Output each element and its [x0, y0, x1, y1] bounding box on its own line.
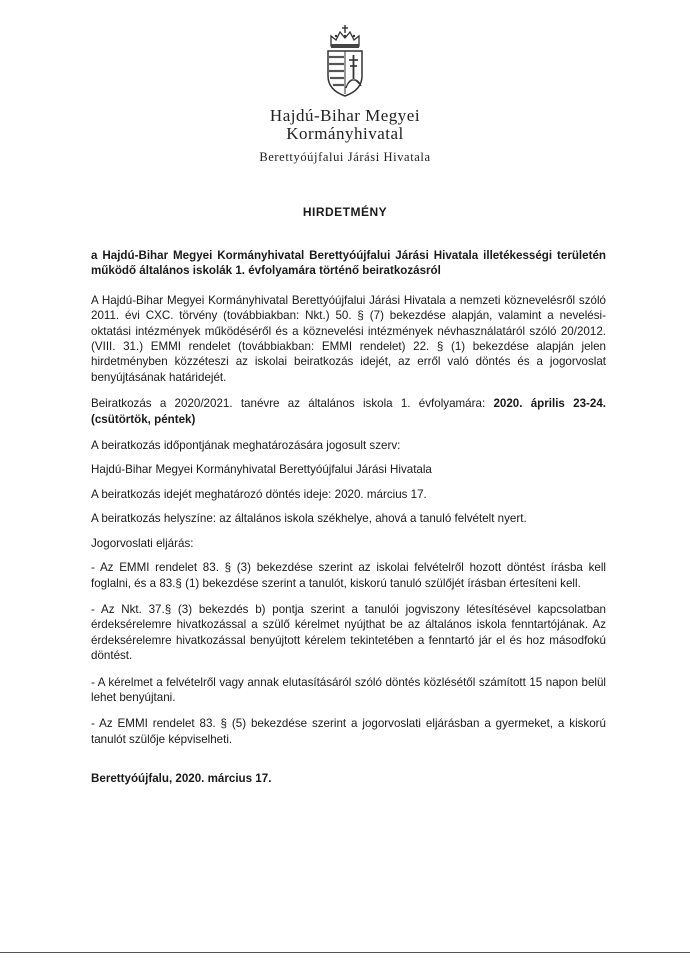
- notice-body: [91, 248, 606, 798]
- office-subtitle: Berettyóújfalui Járási Hivatala: [259, 150, 431, 164]
- remedy-heading: Jogorvoslati eljárás:: [91, 536, 194, 550]
- remedy-item: - A kérelmet a felvételről vagy annak elutasításáról szóló döntés közlésétől számított 15 napon belül lehet benyújtani.: [91, 675, 606, 704]
- office-name-line2: Kormányhivatal: [286, 124, 404, 143]
- decision-date: A beiratkozás idejét meghatározó döntés ideje: 2020. március 17.: [91, 487, 427, 501]
- notice-subject: a Hajdú-Bihar Megyei Kormányhivatal Berettyóújfalui Járási Hivatala illetékességi területén működő általános iskolák 1. évfolyamára történő beiratkozásról: [91, 249, 606, 278]
- enrolment-dates: 2020. április 23-24. (csütörtök, péntek): [91, 397, 607, 426]
- enrolment-dates-paragraph: [91, 396, 606, 427]
- remedy-item: - Az Nkt. 37.§ (3) bekezdés b) pontja szerint a tanulói jogviszony létesítésével kapcsolatban érdeksérelemre hivatkozással a szülő kérelmet nyújthat be az általános iskola fenntartójának. Az érdeksérelemre hivatkozással benyújtott kérelem tekintetében a fenntartó jár el és hoz másodfokú döntést.: [91, 602, 606, 663]
- intro-paragraph: A Hajdú-Bihar Megyei Kormányhivatal Berettyóújfalui Járási Hivatala a nemzeti köznevelésről szóló 2011. évi CXC. törvény (továbbiakban: Nkt.) 50. § (7) bekezdése alapján, valamint a nevelési-oktatási intézmények működéséről és a köznevelési intézmények névhasználatáról szóló 20/2012. (VIII. 31.) EMMI rendelet (továbbiakban: EMMI rendelet) 22. § (1) bekezdése alapján jelen hirdetményben közzéteszi az iskolai beiratkozás idejét, az erről való döntés és a jogorvoslat benyújtásának határidejét.: [91, 293, 606, 384]
- authority-label: A beiratkozás időpontjának meghatározására jogosult szerv:: [91, 439, 401, 453]
- remedy-item: - Az EMMI rendelet 83. § (5) bekezdése szerint a jogorvoslati eljárásban a gyermeket, a kiskorú tanulót szülője képviselheti.: [91, 717, 606, 746]
- authority-name: Hajdú-Bihar Megyei Kormányhivatal Berettyóújfalui Járási Hivatala: [91, 463, 432, 477]
- place-and-date: Berettyóújfalu, 2020. március 17.: [91, 772, 272, 786]
- remedy-item: - Az EMMI rendelet 83. § (3) bekezdése szerint az iskolai felvételről hozott döntést írásba kell foglalni, és a 83.§ (1) bekezdése szerint a tanulót, kiskorú tanuló szülőjét írásban értesíteni kell.: [91, 561, 606, 590]
- notice-title: HIRDETMÉNY: [302, 205, 388, 219]
- enrolment-location: A beiratkozás helyszíne: az általános iskola székhelye, ahová a tanuló felvételt nyert.: [91, 512, 527, 526]
- enrolment-prefix: Beiratkozás a 2020/2021. tanévre az általános iskola 1. évfolyamára:: [91, 397, 494, 411]
- office-name-line1: Hajdú-Bihar Megyei: [269, 106, 421, 125]
- coat-of-arms-icon: [322, 24, 368, 98]
- bottom-divider: [0, 952, 690, 953]
